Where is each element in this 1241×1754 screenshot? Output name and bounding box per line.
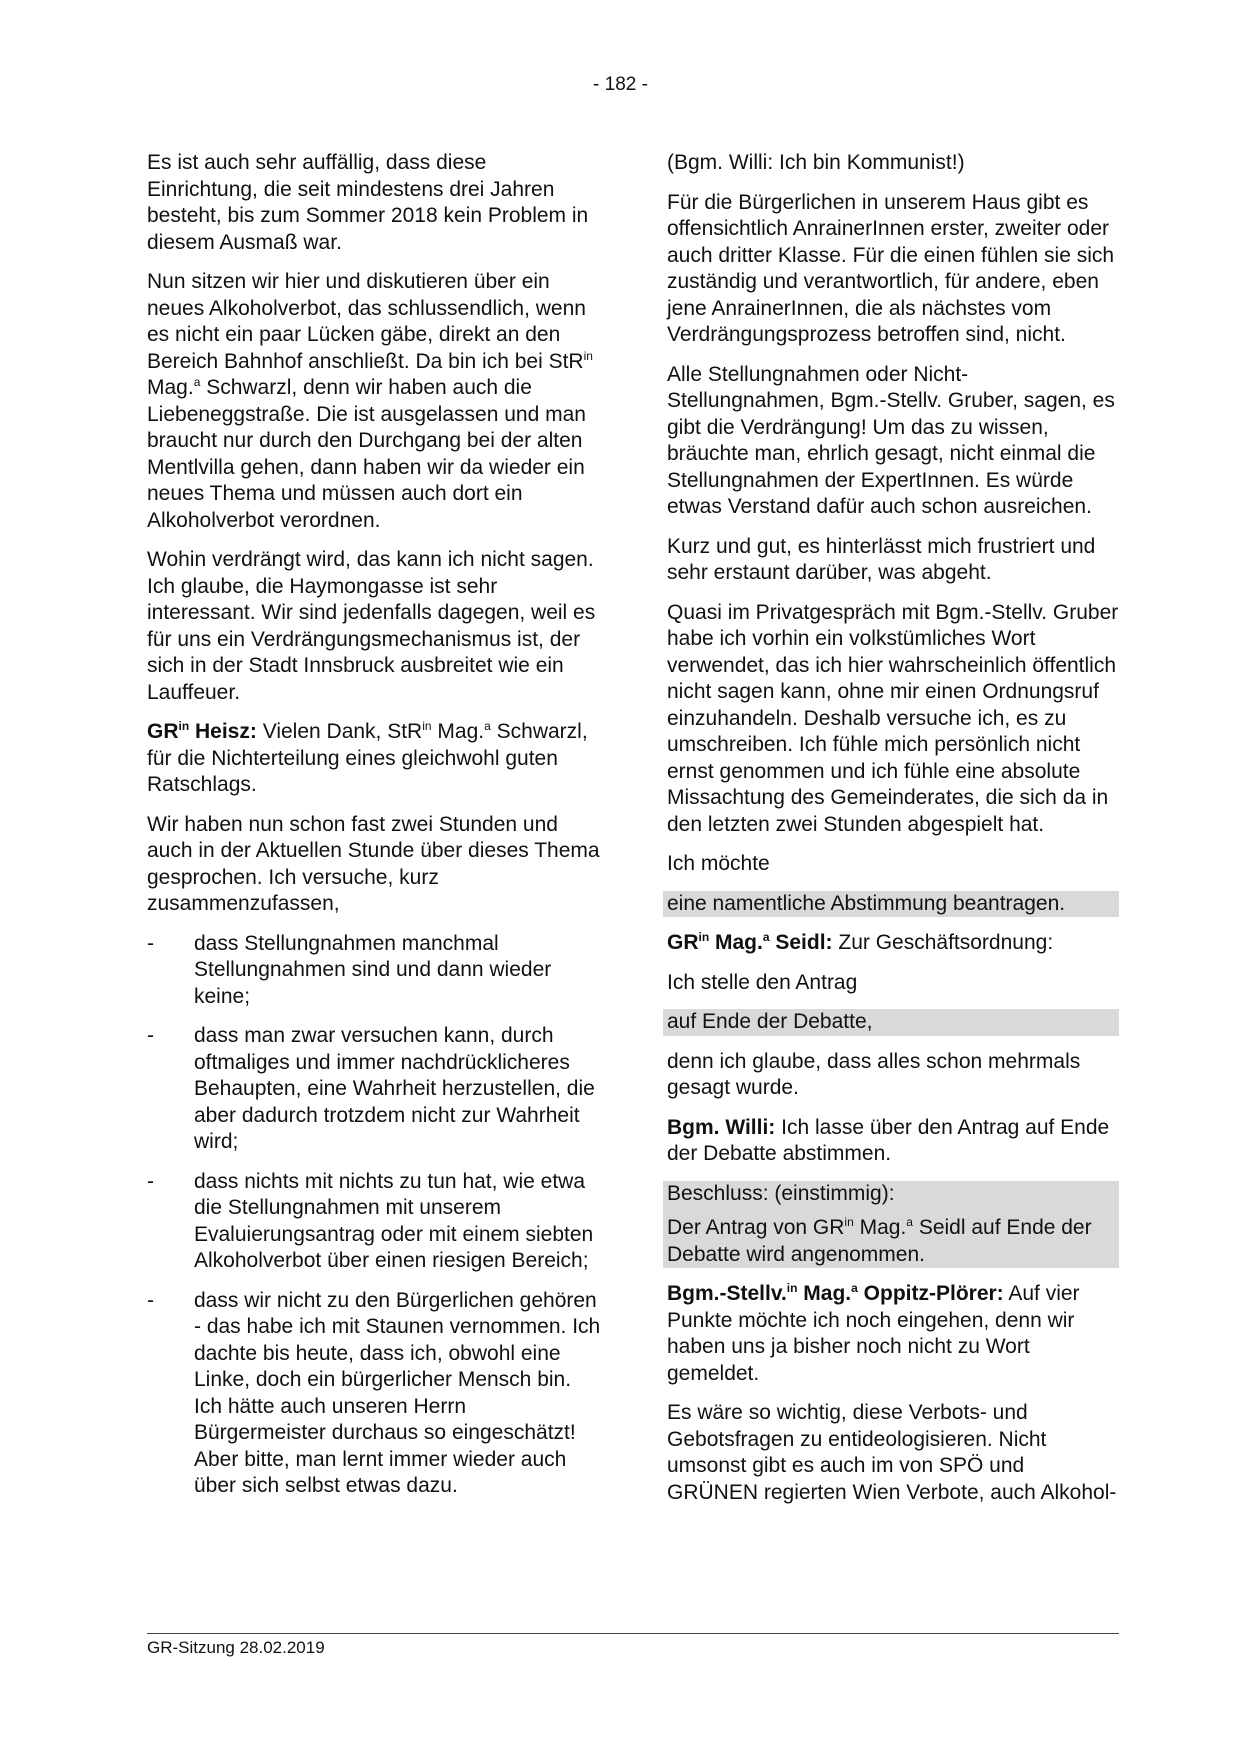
list-item: - dass man zwar versuchen kann, durch oftmaliges und immer nachdrücklicheres Behaupten, eine Wahrheit herzustellen, die aber dadurch trotzdem nicht zur Wahrheit wird;	[147, 1024, 595, 1153]
speaker-willi: Bgm. Willi: Ich lasse über den Antrag auf Ende der Debatte abstimmen.	[667, 1115, 1110, 1165]
highlight-motion-vote: eine namentliche Abstimmung beantragen.	[663, 891, 1119, 918]
highlight-end-debate: auf Ende der Debatte,	[663, 1009, 1119, 1036]
right-paragraph-11: denn ich glaube, dass alles schon mehrmals gesagt wurde.	[667, 1049, 1081, 1099]
speaker-oppitz-ploerer: Bgm.-Stellv.$^{in}$ Mag.$^a$ Oppitz-Plörer: Auf vier Punkte möchte ich noch eingehen, denn wir haben uns ja bisher noch nicht zu Wort gemeldet.	[667, 1281, 1080, 1385]
right-paragraph-6: Ich möchte	[667, 852, 770, 875]
interjection: (Bgm. Willi: Ich bin Kommunist!)	[667, 151, 965, 174]
page-number: - 182 -	[593, 74, 648, 95]
left-paragraph-5: Wir haben nun schon fast zwei Stunden und auch in der Aktuellen Stunde über dieses Thema gesprochen. Ich versuche, kurz zusammenzufassen,	[147, 812, 600, 915]
right-paragraph-16: Es wäre so wichtig, diese Verbots- und Gebotsfragen zu entideologisieren. Nicht umsonst gibt es auch im von SPÖ und GRÜNEN regierten Wien Verbote, auch Alkohol-	[667, 1401, 1117, 1504]
right-paragraph-4: Kurz und gut, es hinterlässt mich frustriert und sehr erstaunt darüber, was abgeht.	[667, 534, 1096, 584]
dash-marker: -	[147, 931, 154, 955]
list-item: - dass wir nicht zu den Bürgerlichen gehören - das habe ich mit Staunen vernommen. Ich dachte bis heute, dass ich, obwohl eine Linke, doch ein bürgerlicher Mensch bin. Ich hätte auch unseren Herrn Bürgermeister durchaus so eingeschätzt! Aber bitte, man lernt immer wieder auch über sich selbst etwas dazu.	[147, 1288, 601, 1497]
dash-marker: -	[147, 1169, 154, 1193]
resolution-heading: Beschluss: (einstimmig):	[663, 1181, 1119, 1208]
left-paragraph-2: Nun sitzen wir hier und diskutieren über ein neues Alkoholverbot, das schlussendlich, wenn es nicht ein paar Lücken gäbe, direkt an den Bereich Bahnhof anschließt. Da bin ich bei StR$^{in}$ Mag.$^a$ Schwarzl, denn wir haben auch die Liebeneggstraße. Die ist ausgelassen und man braucht nur durch den Durchgang bei der alten Mentlvilla gehen, dann haben wir da wieder ein neues Thema und müssen auch dort ein Alkoholverbot verordnen.	[147, 270, 593, 532]
right-paragraph-5: Quasi im Privatgespräch mit Bgm.-Stellv. Gruber habe ich vorhin ein volkstümliches Wort verwendet, das ich hier wahrscheinlich öffentlich nicht sagen kann, ohne mir einen Ordnungsruf einzuhandeln. Deshalb versuche ich, es zu umschreiben. Ich fühle mich persönlich nicht ernst genommen und ich fühle eine absolute Missachtung des Gemeinderates, die sich da in den letzten zwei Stunden abgespielt hat.	[667, 600, 1119, 836]
left-paragraph-3: Wohin verdrängt wird, das kann ich nicht sagen. Ich glaube, die Haymongasse ist sehr interessant. Wir sind jedenfalls dagegen, weil es für uns ein Verdrängungsmechanismus ist, der sich in der Stadt Innsbruck ausbreitet wie ein Lauffeuer.	[147, 548, 596, 704]
right-paragraph-2: Für die Bürgerlichen in unserem Haus gibt es offensichtlich AnrainerInnen erster, zweiter oder auch dritter Klasse. Für die einen fühlen sie sich zuständig und verantwortlich, für andere, eben jene AnrainerInnen, die als nächstes vom Verdrängungsprozess betroffen sind, nicht.	[667, 190, 1115, 346]
speaker-seidl: $GR^{in}$ Mag.$^a$ Seidl: Zur Geschäftsordnung:	[667, 930, 1054, 954]
bullet-list	[147, 931, 602, 1500]
right-paragraph-9: Ich stelle den Antrag	[667, 970, 858, 994]
list-item: - dass Stellungnahmen manchmal Stellungnahmen sind und dann wieder keine;	[147, 931, 552, 1008]
footer-divider	[147, 1633, 1119, 1634]
left-column	[147, 150, 602, 1513]
dash-marker: -	[147, 1024, 154, 1047]
left-paragraph-1: Es ist auch sehr auffällig, dass diese Einrichtung, die seit mindestens drei Jahren besteht, bis zum Sommer 2018 kein Problem in diesem Ausmaß war.	[147, 151, 589, 254]
right-column	[667, 150, 1119, 1519]
resolution-text: Der Antrag von $GR^{in}$ Mag.$^a$ Seidl auf Ende der Debatte wird angenommen.	[663, 1207, 1119, 1268]
speaker-heisz: $GR^{in}$ Heisz: Vielen Dank, StR$^{in}$ Mag.$^a$ Schwarzl, für die Nichterteilung eines gleichwohl guten Ratschlags.	[147, 719, 588, 796]
right-paragraph-3: Alle Stellungnahmen oder Nicht-Stellungnahmen, Bgm.-Stellv. Gruber, sagen, es gibt die Verdrängung! Um das zu wissen, bräuchte man, ehrlich gesagt, nicht einmal die Stellungnahmen der ExpertInnen. Es würde etwas Verstand dafür auch schon ausreichen.	[667, 362, 1115, 518]
list-item: - dass nichts mit nichts zu tun hat, wie etwa die Stellungnahmen mit unserem Evaluierungsantrag oder mit einem siebten Alkoholverbot über einen riesigen Bereich;	[147, 1169, 594, 1272]
footer-text: GR-Sitzung 28.02.2019	[147, 1638, 325, 1657]
dash-marker: -	[147, 1288, 154, 1312]
